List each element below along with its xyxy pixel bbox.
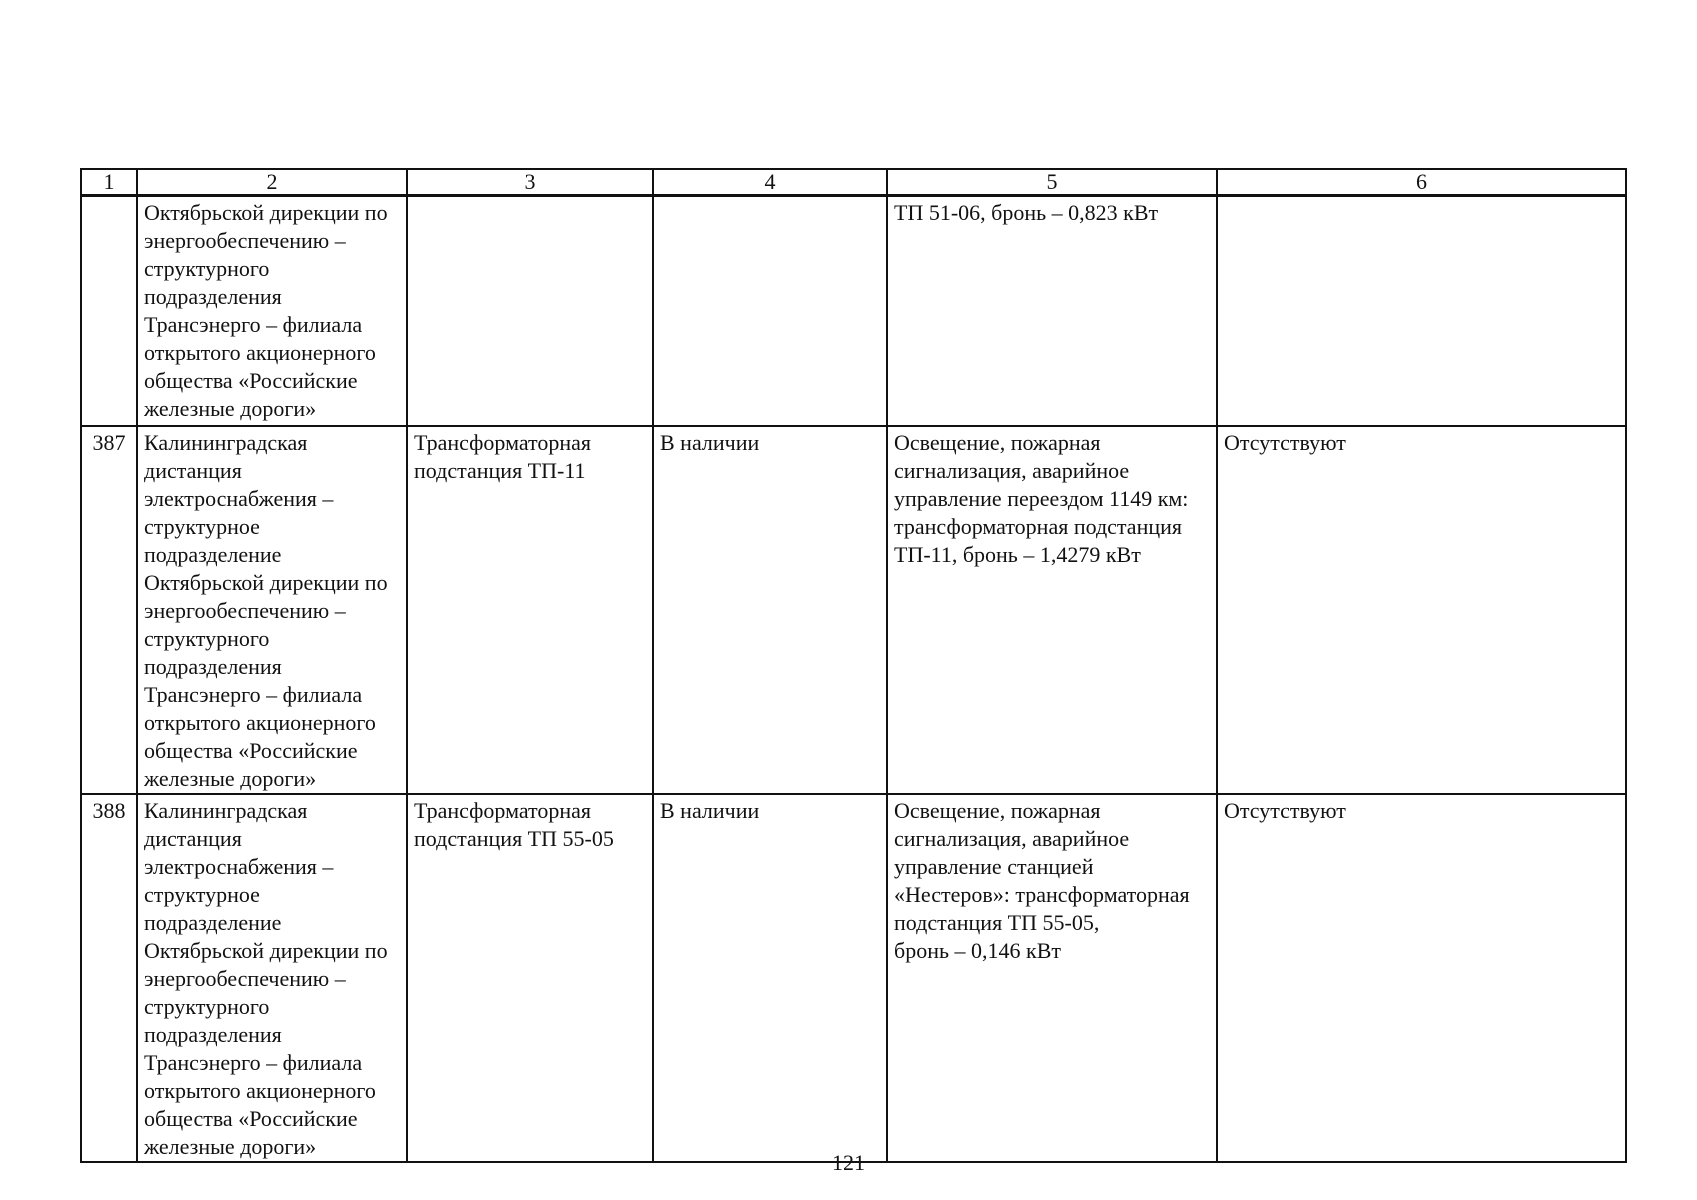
header-col-1: 1 xyxy=(81,169,137,196)
table-row xyxy=(81,196,1626,427)
page-number: 121 xyxy=(832,1150,865,1175)
owner-cell: Калининградская дистанция электроснабжения – структурное подразделение Октябрьской дирекции по энергообеспечению – структурного подразделения Трансэнерго – филиала открытого акционерного общества «Российские железные дороги» xyxy=(137,426,407,794)
notes-cell xyxy=(1217,196,1626,427)
table-row xyxy=(81,794,1626,1162)
object-cell: Трансформаторная подстанция ТП 55-05 xyxy=(407,794,653,1162)
owner-cell: Калининградская дистанция электроснабжения – структурное подразделение Октябрьской дирекции по энергообеспечению – структурного подразделения Трансэнерго – филиала открытого акционерного общества «Российские железные дороги» xyxy=(137,794,407,1162)
row-number xyxy=(81,196,137,427)
notes-cell: Отсутствуют xyxy=(1217,794,1626,1162)
header-col-4: 4 xyxy=(653,169,887,196)
object-cell xyxy=(407,196,653,427)
availability-cell: В наличии xyxy=(653,426,887,794)
header-col-2: 2 xyxy=(137,169,407,196)
owner-cell: Октябрьской дирекции по энергообеспечению – структурного подразделения Трансэнерго – филиала открытого акционерного общества «Российские железные дороги» xyxy=(137,196,407,427)
header-col-6: 6 xyxy=(1217,169,1626,196)
table-header-row xyxy=(81,169,1626,196)
description-cell: Освещение, пожарная сигнализация, аварийное управление переездом 1149 км: трансформаторная подстанция ТП-11, бронь – 1,4279 кВт xyxy=(887,426,1217,794)
row-number: 388 xyxy=(81,794,137,1162)
header-col-3: 3 xyxy=(407,169,653,196)
availability-cell xyxy=(653,196,887,427)
description-cell: ТП 51-06, бронь – 0,823 кВт xyxy=(887,196,1217,427)
table-row xyxy=(81,426,1626,794)
object-cell: Трансформаторная подстанция ТП-11 xyxy=(407,426,653,794)
description-cell: Освещение, пожарная сигнализация, аварийное управление станцией «Нестеров»: трансформаторная подстанция ТП 55-05, бронь – 0,146 кВт xyxy=(887,794,1217,1162)
availability-cell: В наличии xyxy=(653,794,887,1162)
row-number: 387 xyxy=(81,426,137,794)
notes-cell: Отсутствуют xyxy=(1217,426,1626,794)
header-col-5: 5 xyxy=(887,169,1217,196)
data-table xyxy=(80,168,1627,1163)
